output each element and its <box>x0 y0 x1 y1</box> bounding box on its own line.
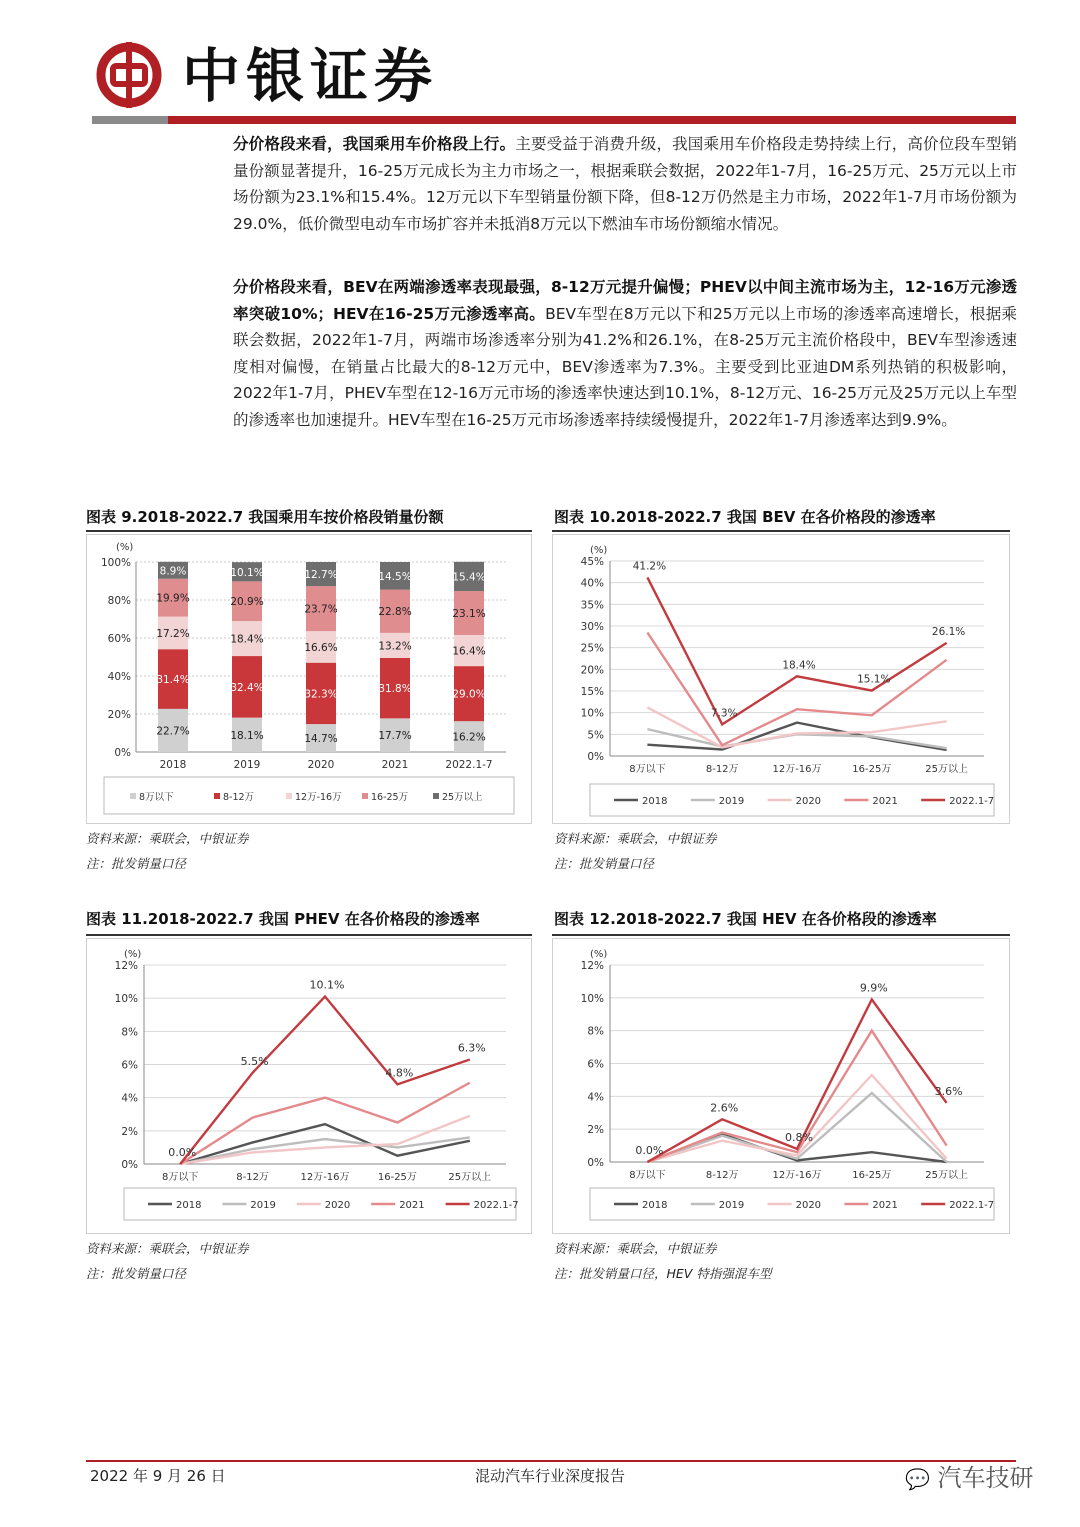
legend-label: 8万以下 <box>139 792 174 803</box>
x-tick-label: 2020 <box>307 759 335 771</box>
data-label: 2.6% <box>710 1101 739 1115</box>
legend-label: 25万以上 <box>442 792 483 803</box>
y-tick-label: 40% <box>580 577 604 590</box>
watermark-text: 汽车技研 <box>937 1464 1034 1492</box>
figure-12-source: 资料来源：乘联会，中银证券 <box>554 1241 717 1256</box>
legend-swatch <box>130 793 136 799</box>
y-tick-label: 0% <box>121 1159 138 1171</box>
figure-12-note: 注：批发销量口径，HEV 特指强混车型 <box>554 1266 772 1281</box>
bar-data-label: 20.9% <box>230 596 264 609</box>
figure-10-rule <box>552 530 1010 532</box>
bar-data-label: 22.7% <box>156 725 190 738</box>
y-tick-label: 12% <box>114 960 138 972</box>
x-tick-label: 2022.1-7 <box>445 759 493 771</box>
bar-data-label: 31.4% <box>156 674 190 687</box>
paragraph-2-lead: 分价格段来看，BEV在两端渗透率表现最强，8-12万元提升偏慢；PHEV以中间主流市场为主，12-16万元渗透率突破10%；HEV在16-25万元渗透率高。 <box>233 278 1017 323</box>
legend-label: 2022.1-7 <box>473 1200 519 1211</box>
bar-data-label: 16.6% <box>304 641 338 654</box>
x-tick-label: 8万以下 <box>162 1172 199 1183</box>
legend-label: 2020 <box>795 796 822 807</box>
x-tick-label: 2019 <box>233 759 261 771</box>
legend-swatch <box>286 793 292 799</box>
y-tick-label: 10% <box>114 993 138 1006</box>
y-tick-label: 10% <box>580 992 604 1005</box>
data-label: 0.0% <box>168 1146 197 1159</box>
y-tick-label: 4% <box>587 1091 604 1104</box>
paragraph-1-lead: 分价格段来看，我国乘用车价格段上行。 <box>233 135 516 153</box>
bar-data-label: 16.2% <box>452 731 486 744</box>
figure-11-note: 注：批发销量口径 <box>86 1266 187 1281</box>
bar-data-label: 23.1% <box>452 608 486 621</box>
y-tick-label: 4% <box>121 1092 138 1105</box>
y-unit-label: (%) <box>116 542 134 553</box>
bar-data-label: 31.8% <box>378 683 412 696</box>
legend-label: 2020 <box>324 1200 351 1211</box>
bar-data-label: 32.4% <box>230 681 264 694</box>
y-tick-label: 5% <box>587 729 604 742</box>
y-tick-label: 0% <box>587 1157 604 1169</box>
figure-10-chart <box>552 534 1010 824</box>
bar-data-label: 32.3% <box>304 688 338 701</box>
legend-swatch <box>433 793 439 799</box>
legend-label: 2022.1-7 <box>949 796 995 807</box>
data-label: 9.9% <box>859 981 888 995</box>
data-label: 26.1% <box>931 625 966 638</box>
watermark <box>905 1458 1034 1493</box>
figure-9-rule <box>86 530 532 532</box>
x-tick-label: 8万以下 <box>629 1170 666 1181</box>
x-tick-label: 16-25万 <box>852 1170 892 1181</box>
x-tick-label: 8万以下 <box>629 764 666 775</box>
footer-date: 2022 年 9 月 26 日 <box>90 1467 226 1485</box>
bar-data-label: 10.1% <box>230 566 264 579</box>
bar-data-label: 13.2% <box>378 640 412 653</box>
figure-10-title: 图表 10.2018-2022.7 我国 BEV 在各价格段的渗透率 <box>554 508 936 526</box>
series-line <box>647 577 946 724</box>
figure-12-rule <box>552 934 1010 936</box>
bar-data-label: 8.9% <box>159 565 187 578</box>
bar-data-label: 14.5% <box>378 570 412 583</box>
figure-11-source: 资料来源：乘联会，中银证券 <box>86 1241 249 1256</box>
legend-label: 8-12万 <box>223 792 255 803</box>
figure-11-rule <box>86 934 532 936</box>
x-tick-label: 25万以上 <box>925 1170 968 1181</box>
footer-report-name: 混动汽车行业深度报告 <box>475 1467 626 1485</box>
legend-swatch <box>362 793 368 799</box>
x-tick-label: 8-12万 <box>236 1172 269 1183</box>
y-tick-label: 45% <box>580 556 604 568</box>
data-label: 0.0% <box>635 1144 664 1157</box>
brand-name: 中银证券 <box>182 42 439 110</box>
figure-10-note: 注：批发销量口径 <box>554 856 655 871</box>
legend-label: 2018 <box>642 796 668 807</box>
data-label: 10.1% <box>309 978 345 992</box>
legend-label: 16-25万 <box>371 792 409 803</box>
y-tick-label: 35% <box>580 599 604 612</box>
figure-9-chart <box>86 534 532 824</box>
legend-label: 2021 <box>399 1200 425 1211</box>
data-label: 7.3% <box>710 707 738 720</box>
x-tick-label: 25万以上 <box>925 764 968 775</box>
y-tick-label: 2% <box>587 1124 604 1137</box>
figure-11-chart <box>86 938 532 1234</box>
x-tick-label: 16-25万 <box>377 1172 417 1183</box>
y-tick-label: 15% <box>580 686 604 698</box>
legend-label: 12万-16万 <box>295 792 342 803</box>
y-tick-label: 8% <box>587 1025 604 1038</box>
x-tick-label: 12万-16万 <box>772 764 822 775</box>
y-tick-label: 20% <box>107 709 131 721</box>
bank-of-china-logo-icon <box>96 42 162 108</box>
y-tick-label: 8% <box>121 1026 138 1039</box>
legend-label: 2020 <box>795 1200 822 1211</box>
header-bar-red <box>168 116 1016 124</box>
legend-label: 2019 <box>718 796 745 807</box>
bar-data-label: 29.0% <box>452 688 486 701</box>
x-tick-label: 16-25万 <box>852 764 892 775</box>
header-bar-grey <box>92 116 168 124</box>
x-tick-label: 25万以上 <box>448 1172 492 1183</box>
y-unit-label: (%) <box>590 545 608 556</box>
y-unit-label: (%) <box>590 949 608 960</box>
figure-12-chart <box>552 938 1010 1234</box>
paragraph-1 <box>233 131 1017 237</box>
paragraph-1-text: 主要受益于消费升级，我国乘用车价格段走势持续上行，高价位段车型销量份额显著提升，16-25万元成长为主力市场之一，根据乘联会数据，2022年1-7月，16-25万元、25万元以上市场份额为23.1%和15.4%。12万元以下车型销量份额下降，但8-12万仍然是主力市场，2022年1-7月市场份额为29.0%，低价微型电动车市场扩容并未抵消8万元以下燃油车市场份额缩水情况。 <box>233 135 1017 233</box>
y-tick-label: 60% <box>107 633 131 645</box>
figure-9-title: 图表 9.2018-2022.7 我国乘用车按价格段销量份额 <box>86 508 444 526</box>
legend-label: 2018 <box>642 1200 668 1211</box>
y-tick-label: 80% <box>107 595 131 607</box>
figure-10-source: 资料来源：乘联会，中银证券 <box>554 831 717 846</box>
paragraph-2-text: BEV车型在8万元以下和25万元以上市场的渗透率高速增长，根据乘联会数据，2022年1-7月，两端市场渗透率分别为41.2%和26.1%，在8-25万元主流价格段中，BEV车型渗透速度相对偏慢，在销量占比最大的8-12万元中，BEV渗透率为7.3%。主要受到比亚迪DM系列热销的积极影响，2022年1-7月，PHEV车型在12-16万元市场的渗透率快速达到10.1%，8-12万元、16-25万元及25万元以上车型的渗透率也加速提升。HEV车型在16-25万元市场渗透率持续缓慢提升，2022年1-7月渗透率达到9.9%。 <box>233 304 1018 429</box>
data-label: 15.1% <box>857 673 891 686</box>
legend-label: 2022.1-7 <box>949 1200 995 1211</box>
bar-data-label: 14.7% <box>304 733 338 746</box>
figure-11-title: 图表 11.2018-2022.7 我国 PHEV 在各价格段的渗透率 <box>86 910 480 928</box>
legend-label: 2019 <box>718 1200 745 1211</box>
y-tick-label: 10% <box>580 707 604 720</box>
legend-label: 2021 <box>872 1200 898 1211</box>
bar-data-label: 15.4% <box>452 571 486 584</box>
legend-label: 2019 <box>250 1200 276 1211</box>
y-tick-label: 2% <box>121 1125 138 1138</box>
bar-data-label: 18.4% <box>230 633 264 646</box>
x-tick-label: 12万-16万 <box>300 1172 350 1183</box>
data-label: 3.6% <box>934 1084 963 1098</box>
figure-9-note: 注：批发销量口径 <box>86 856 187 871</box>
x-tick-label: 2018 <box>159 759 187 771</box>
y-tick-label: 6% <box>121 1059 138 1072</box>
bar-data-label: 19.9% <box>156 592 190 605</box>
y-tick-label: 40% <box>107 671 131 683</box>
page-header <box>0 0 1080 130</box>
x-tick-label: 8-12万 <box>705 764 739 775</box>
paragraph-2 <box>233 274 1017 433</box>
wechat-icon: 💬 <box>905 1467 930 1491</box>
data-label: 0.8% <box>785 1130 813 1144</box>
y-tick-label: 30% <box>580 621 604 633</box>
bar-data-label: 16.4% <box>452 645 486 658</box>
y-tick-label: 25% <box>580 642 604 655</box>
bar-data-label: 17.7% <box>378 730 412 743</box>
figure-12-title: 图表 12.2018-2022.7 我国 HEV 在各价格段的渗透率 <box>554 910 937 928</box>
y-tick-label: 6% <box>587 1058 604 1071</box>
x-tick-label: 12万-16万 <box>772 1170 822 1181</box>
bar-data-label: 18.1% <box>230 729 264 742</box>
legend-swatch <box>214 793 220 799</box>
data-label: 41.2% <box>632 560 667 573</box>
data-label: 18.4% <box>782 659 816 672</box>
bar-data-label: 22.8% <box>378 606 412 619</box>
bar-data-label: 23.7% <box>304 603 338 616</box>
y-unit-label: (%) <box>124 949 142 960</box>
x-tick-label: 2021 <box>381 759 409 771</box>
chart-frame <box>553 535 1010 824</box>
footer-rule <box>86 1460 1016 1462</box>
y-tick-label: 100% <box>100 557 131 569</box>
data-label: 4.8% <box>385 1066 414 1080</box>
legend-label: 2018 <box>176 1200 202 1211</box>
data-label: 6.3% <box>457 1041 486 1055</box>
bar-data-label: 17.2% <box>156 627 190 640</box>
legend-label: 2021 <box>872 796 898 807</box>
y-tick-label: 0% <box>114 747 131 759</box>
y-tick-label: 12% <box>580 960 604 972</box>
figure-9-source: 资料来源：乘联会，中银证券 <box>86 831 249 846</box>
data-label: 5.5% <box>240 1054 269 1068</box>
bar-data-label: 12.7% <box>304 569 338 582</box>
y-tick-label: 0% <box>587 751 604 763</box>
y-tick-label: 20% <box>580 664 604 677</box>
x-tick-label: 8-12万 <box>705 1170 739 1181</box>
